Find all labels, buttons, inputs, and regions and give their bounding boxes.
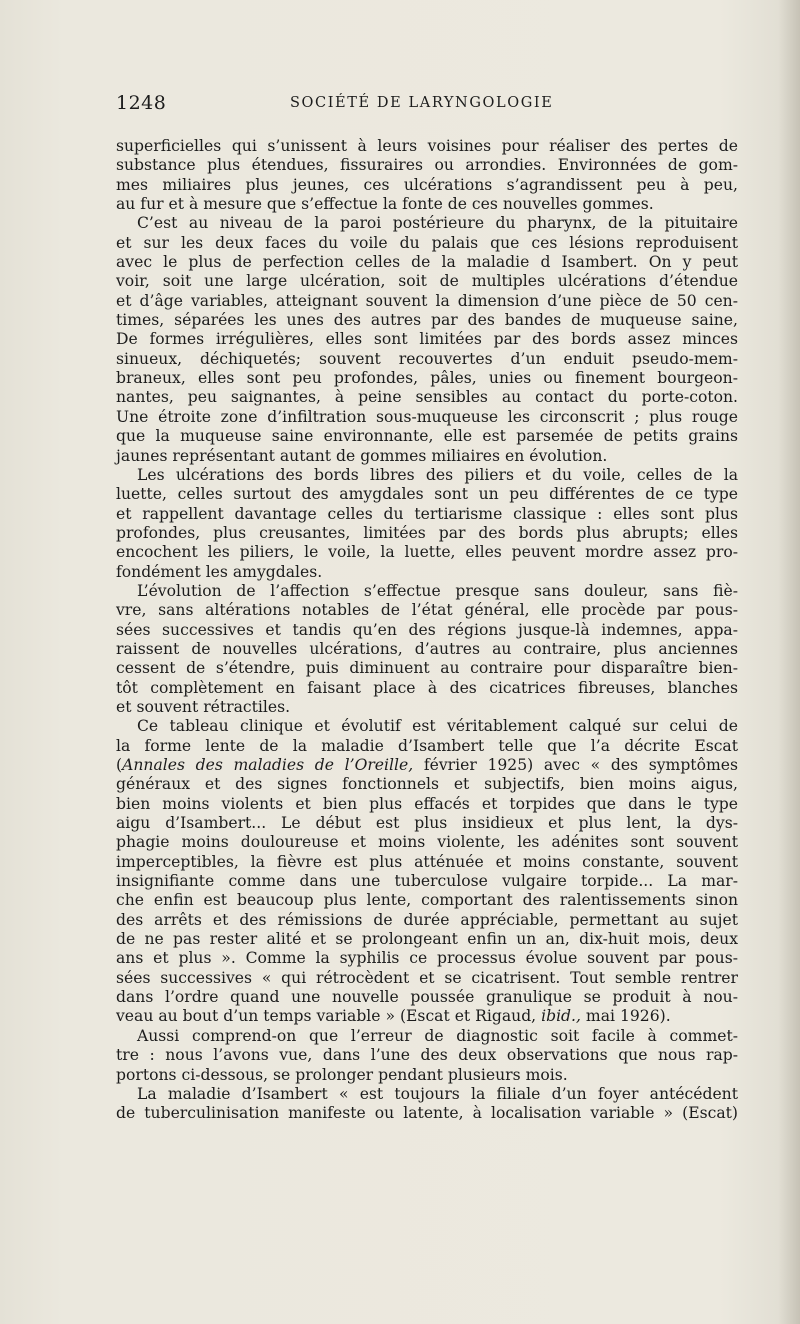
running-title: SOCIÉTÉ DE LARYNGOLOGIE — [290, 95, 554, 111]
text-line: de ne pas rester alité et se prolongeant enfin un an, dix-huit mois, deux — [116, 930, 738, 949]
text-line: La maladie d’Isambert « est toujours la filiale d’un foyer antécédent — [137, 1084, 738, 1103]
text-line: dans l’ordre quand une nouvelle poussée granulique se produit à nou- — [116, 988, 738, 1007]
text-line: la forme lente de la maladie d’Isambert telle que l’a décrite Escat — [116, 736, 738, 755]
text-line: luette, celles surtout des amygdales sont un peu différentes de ce type — [116, 485, 738, 504]
body-text — [116, 137, 738, 1124]
text-line: ans et plus ». Comme la syphilis ce processus évolue souvent par pous- — [116, 949, 738, 968]
text-run: ( — [116, 756, 123, 774]
text-line: sinueux, déchiquetés; souvent recouvertes d’un enduit pseudo-mem- — [116, 349, 738, 368]
text-line: sées successives « qui rétrocèdent et se cicatrisent. Tout semble rentrer — [116, 968, 738, 987]
text-line: Une étroite zone d’infiltration sous-muqueuse les circonscrit ; plus rouge — [116, 407, 738, 426]
text-line: voir, soit une large ulcération, soit de multiples ulcérations d’étendue — [116, 272, 738, 291]
text-line: bien moins violents et bien plus effacés et torpides que dans le type — [116, 794, 738, 813]
text-line: che enfin est beaucoup plus lente, comportant des ralentissements sinon — [116, 891, 738, 910]
text-line: et rappellent davantage celles du tertiarisme classique : elles sont plus — [116, 504, 738, 523]
text-line: mes miliaires plus jeunes, ces ulcérations s’agrandissent peu à peu, — [116, 175, 738, 194]
text-line: insignifiante comme dans une tuberculose vulgaire torpide... La mar- — [116, 872, 738, 891]
text-line: phagie moins douloureuse et moins violente, les adénites sont souvent — [116, 833, 738, 852]
text-run: mai 1926). — [580, 1007, 671, 1026]
text-line: que la muqueuse saine environnante, elle est parsemée de petits grains — [116, 427, 738, 446]
text-line: sées successives et tandis qu’en des régions jusque-là indemnes, appa- — [116, 620, 738, 639]
text-line: portons ci-dessous, se prolonger pendant plusieurs mois. — [116, 1065, 568, 1084]
italic-citation: Annales des maladies de l’Oreille, — [122, 756, 414, 774]
text-line: Aussi comprend-on que l’erreur de diagnostic soit facile à commet- — [137, 1026, 738, 1045]
text-line: fondément les amygdales. — [116, 562, 323, 581]
page-header — [116, 92, 738, 120]
text-line: généraux et des signes fonctionnels et subjectifs, bien moins aigus, — [116, 775, 738, 794]
text-line: nantes, peu saignantes, à peine sensibles au contact du porte-coton. — [116, 388, 738, 407]
text-line: C’est au niveau de la paroi postérieure du pharynx, de la pituitaire — [137, 214, 738, 233]
italic-citation: ibid., — [541, 1007, 581, 1026]
text-line: Les ulcérations des bords libres des piliers et du voile, celles de la — [137, 465, 738, 484]
text-line: vre, sans altérations notables de l’état général, elle procède par pous- — [116, 601, 738, 620]
text-line: times, séparées les unes des autres par des bandes de muqueuse saine, — [116, 311, 738, 330]
text-line: tre : nous l’avons vue, dans l’une des deux observations que nous rap- — [116, 1046, 738, 1065]
text-line: et souvent rétractiles. — [116, 697, 291, 716]
text-line: au fur et à mesure que s’effectue la fonte de ces nouvelles gommes. — [116, 195, 654, 214]
text-line: superficielles qui s’unissent à leurs voisines pour réaliser des pertes de — [116, 137, 738, 155]
text-line: encochent les piliers, le voile, la luette, elles peuvent mordre assez pro- — [116, 543, 738, 562]
text-line: jaunes représentant autant de gommes miliaires en évolution. — [116, 446, 608, 465]
text-line: cessent de s’étendre, puis diminuent au contraire pour disparaître bien- — [116, 659, 738, 678]
text-line — [116, 756, 738, 775]
text-line: aigu d’Isambert... Le début est plus insidieux et plus lent, la dys- — [116, 814, 738, 833]
text-line: imperceptibles, la fièvre est plus atténuée et moins constante, souvent — [116, 852, 738, 871]
text-line: et sur les deux faces du voile du palais que ces lésions reproduisent — [116, 233, 738, 252]
text-line — [116, 1007, 738, 1026]
text-line: L’évolution de l’affection s’effectue presque sans douleur, sans fiè- — [137, 581, 738, 600]
text-run: février 1925) avec « des symptômes — [413, 756, 738, 774]
text-line: et d’âge variables, atteignant souvent la dimension d’une pièce de 50 cen- — [116, 291, 738, 310]
text-line: De formes irrégulières, elles sont limitées par des bords assez minces — [116, 330, 738, 349]
text-line: raissent de nouvelles ulcérations, d’autres au contraire, plus anciennes — [116, 639, 738, 658]
text-line: braneux, elles sont peu profondes, pâles, unies ou finement bourgeon- — [116, 369, 738, 388]
text-line: de tuberculinisation manifeste ou latente, à localisation variable » (Escat) — [116, 1104, 738, 1123]
text-line: tôt complètement en faisant place à des cicatrices fibreuses, blanches — [116, 678, 738, 697]
page-number: 1248 — [116, 92, 167, 114]
text-run: veau au bout d’un temps variable » (Escat et Rigaud, — [116, 1007, 542, 1026]
text-line: avec le plus de perfection celles de la maladie d Isambert. On y peut — [116, 253, 738, 272]
text-line: substance plus étendues, fissuraires ou arrondies. Environnées de gom- — [116, 156, 738, 175]
text-line: des arrêts et des rémissions de durée appréciable, permettant au sujet — [116, 910, 738, 929]
text-line: Ce tableau clinique et évolutif est véritablement calqué sur celui de — [137, 717, 738, 736]
text-line: profondes, plus creusantes, limitées par des bords plus abrupts; elles — [116, 523, 738, 542]
